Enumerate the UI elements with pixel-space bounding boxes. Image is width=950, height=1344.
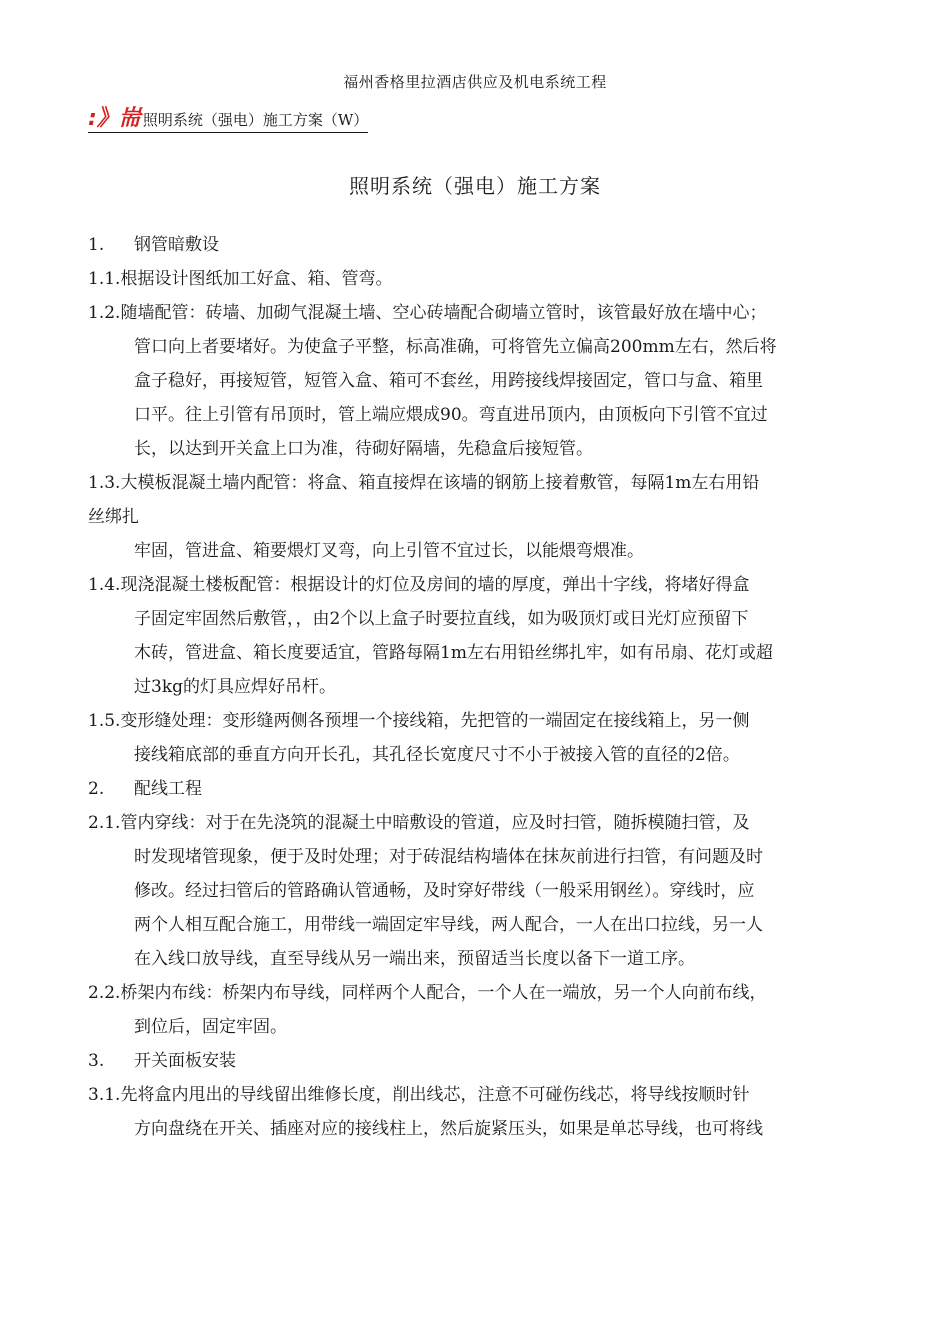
line-text: 配线工程 — [134, 779, 202, 799]
line-text: 到位后，固定牢固。 — [134, 1017, 287, 1037]
line-text: 先将盒内甩出的导线留出维修长度，削出线芯，注意不可碰伤线芯，将导线按顺时针 — [120, 1085, 750, 1105]
page-header: 福州香格里拉酒店供应及机电系统工程 — [343, 73, 607, 91]
line-text: 盒子稳好，再接短管，短管入盒、箱可不套丝，用跨接线焊接固定，管口与盒、箱里 — [134, 371, 763, 391]
paragraph-line — [88, 500, 858, 534]
line-text: 现浇混凝土楼板配管：根据设计的灯位及房间的墙的厚度，弹出十字线，将堵好得盒 — [120, 575, 750, 595]
paragraph-line — [88, 1112, 858, 1146]
item-number: 2.2. — [88, 983, 121, 1003]
section-subheader — [88, 108, 368, 133]
paragraph-line — [88, 670, 858, 704]
line-text: 过3kg的灯具应焊好吊杆。 — [134, 677, 336, 697]
numbered-paragraph — [88, 1078, 858, 1112]
item-number: 1.2. — [88, 303, 121, 323]
section-heading — [88, 1044, 858, 1078]
company-logo: :》耑 — [88, 106, 141, 131]
item-number: 1. — [88, 235, 105, 255]
line-text: 接线箱底部的垂直方向开长孔，其孔径长宽度尺寸不小于被接入管的直径的2倍。 — [134, 745, 740, 765]
line-text: 变形缝处理：变形缝两侧各预埋一个接线箱，先把管的一端固定在接线箱上，另一侧 — [120, 711, 750, 731]
line-text: 修改。经过扫管后的管路确认管通畅，及时穿好带线（一般采用钢丝）。穿线时，应 — [134, 881, 755, 901]
numbered-paragraph — [88, 568, 858, 602]
item-number: 1.3. — [88, 473, 121, 493]
line-text: 在入线口放导线，直至导线从另一端出来，预留适当长度以备下一道工序。 — [134, 949, 695, 969]
line-text: 口平。往上引管有吊顶时，管上端应煨成90。弯直进吊顶内，由顶板向下引管不宜过 — [134, 405, 768, 425]
line-text: 根据设计图纸加工好盒、箱、管弯。 — [120, 269, 393, 289]
numbered-paragraph — [88, 466, 858, 500]
paragraph-line — [88, 1010, 858, 1044]
line-text: 开关面板安装 — [134, 1051, 236, 1071]
line-text: 钢管暗敷设 — [134, 235, 219, 255]
paragraph-line — [88, 602, 858, 636]
item-number: 1.5. — [88, 711, 121, 731]
paragraph-line — [88, 432, 858, 466]
item-number: 3.1. — [88, 1085, 121, 1105]
document-body — [88, 228, 858, 1146]
document-title: 照明系统（强电）施工方案 — [349, 174, 601, 198]
item-number: 2. — [88, 779, 105, 799]
paragraph-line — [88, 534, 858, 568]
section-heading — [88, 228, 858, 262]
line-text: 子固定牢固然后敷管，，由2个以上盒子时要拉直线，如为吸顶灯或日光灯应预留下 — [134, 609, 749, 629]
subheader-text: 照明系统（强电）施工方案（W） — [142, 111, 369, 129]
line-text: 时发现堵管现象，便于及时处理；对于砖混结构墙体在抹灰前进行扫管，有问题及时 — [134, 847, 763, 867]
section-heading — [88, 772, 858, 806]
numbered-paragraph — [88, 806, 858, 840]
paragraph-line — [88, 364, 858, 398]
line-text: 牢固，管进盒、箱要煨灯叉弯，向上引管不宜过长，以能煨弯煨准。 — [134, 541, 644, 561]
paragraph-line — [88, 398, 858, 432]
numbered-paragraph — [88, 296, 858, 330]
paragraph-line — [88, 330, 858, 364]
item-number: 2.1. — [88, 813, 121, 833]
numbered-paragraph — [88, 976, 858, 1010]
item-number: 1.4. — [88, 575, 121, 595]
paragraph-line — [88, 908, 858, 942]
paragraph-line — [88, 636, 858, 670]
paragraph-line — [88, 738, 858, 772]
item-number: 1.1. — [88, 269, 121, 289]
line-text: 大模板混凝土墙内配管：将盒、箱直接焊在该墙的钢筋上接着敷管，每隔1m左右用铅 — [120, 473, 760, 493]
line-text: 丝绑扎 — [88, 507, 139, 527]
line-text: 长，以达到开关盒上口为准，待砌好隔墙，先稳盒后接短管。 — [134, 439, 593, 459]
line-text: 桥架内布线：桥架内布导线，同样两个人配合，一个人在一端放，另一个人向前布线， — [120, 983, 767, 1003]
numbered-paragraph — [88, 704, 858, 738]
paragraph-line — [88, 840, 858, 874]
item-number: 3. — [88, 1051, 105, 1071]
line-text: 管内穿线：对于在先浇筑的混凝土中暗敷设的管道，应及时扫管，随拆模随扫管，及 — [120, 813, 750, 833]
line-text: 方向盘绕在开关、插座对应的接线柱上，然后旋紧压头，如果是单芯导线，也可将线 — [134, 1119, 763, 1139]
line-text: 管口向上者要堵好。为使盒子平整，标高准确，可将管先立偏高200mm左右，然后将 — [134, 337, 777, 357]
paragraph-line — [88, 942, 858, 976]
line-text: 随墙配管：砖墙、加砌气混凝土墙、空心砖墙配合砌墙立管时，该管最好放在墙中心； — [120, 303, 767, 323]
line-text: 木砖，管进盒、箱长度要适宜，管路每隔1m左右用铅丝绑扎牢，如有吊扇、花灯或超 — [134, 643, 773, 663]
line-text: 两个人相互配合施工，用带线一端固定牢导线，两人配合，一人在出口拉线，另一人 — [134, 915, 763, 935]
paragraph-line — [88, 874, 858, 908]
numbered-paragraph — [88, 262, 858, 296]
